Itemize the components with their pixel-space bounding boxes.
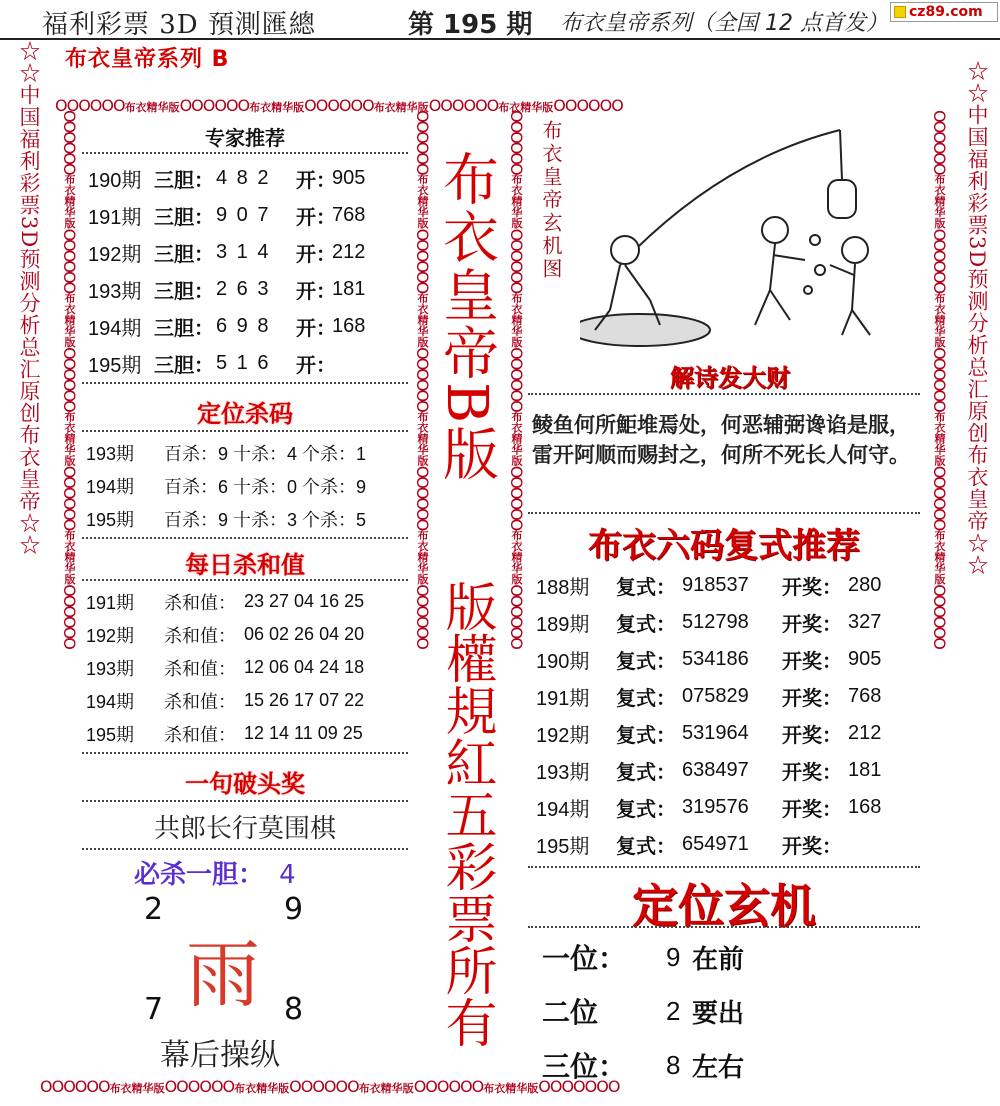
center-title-bottom: 版權規紅五彩票所有	[436, 580, 496, 1048]
position-row: 三位： 8 左右	[542, 1049, 745, 1082]
kill-title: 定位杀码	[197, 400, 293, 428]
expert-row: 195期 三胆： 5 1 6 开：	[88, 352, 336, 377]
mystery-picture-label: 布衣皇帝玄机图	[539, 120, 563, 281]
six-code-row: 194期 复式： 319576 开奖： 168	[536, 796, 882, 821]
sum-title: 每日杀和值	[185, 551, 305, 579]
six-code-row: 195期 复式： 654971 开奖：	[536, 833, 842, 858]
series-title: 布衣皇帝系列 B	[65, 47, 230, 72]
expert-row: 190期 三胆： 4 8 2 开： 905	[88, 167, 366, 192]
six-code-row: 191期 复式： 075829 开奖： 768	[536, 685, 882, 710]
header-series-note: 布衣皇帝系列（全国 12 点首发）	[560, 11, 888, 36]
right-side-banner: ☆☆中国福利彩票3D预测分析总汇原创布衣皇帝☆☆	[965, 60, 989, 577]
kill-list	[82, 432, 408, 539]
kill-row: 193期 百杀：9 十杀：4 个杀：1	[86, 443, 367, 464]
six-code-row: 192期 复式： 531964 开奖： 212	[536, 722, 882, 747]
riddle-text: 共郎长行莫围棋	[153, 814, 336, 844]
cartoon-fishing-illustration	[580, 120, 915, 360]
expert-row: 191期 三胆： 9 0 7 开： 768	[88, 204, 366, 229]
sum-row: 191期 杀和值： 23 27 04 16 25	[86, 591, 365, 613]
must-kill-value: 4	[279, 860, 296, 890]
expert-row: 192期 三胆： 3 1 4 开： 212	[88, 241, 366, 266]
sum-row: 195期 杀和值： 12 14 11 09 25	[86, 723, 363, 745]
riddle-body	[82, 802, 408, 850]
money-bag	[828, 180, 856, 218]
left-panel	[82, 118, 408, 1076]
person-middle-body	[755, 244, 805, 325]
expert-row: 193期 三胆： 2 6 3 开： 181	[88, 278, 366, 303]
fishing-rod	[620, 130, 840, 265]
header-issue: 第 195 期	[408, 10, 533, 40]
left-side-banner: ☆☆中国福利彩票3D预测分析总汇原创布衣皇帝☆☆	[17, 40, 41, 557]
puzzle-box	[82, 850, 408, 1075]
person-middle-head	[762, 217, 788, 243]
puzzle-caption: 幕后操纵	[160, 1038, 280, 1073]
puzzle-top-right: 9	[284, 892, 304, 927]
six-code-list	[536, 567, 920, 863]
person-right-body	[830, 264, 870, 335]
puzzle-bottom-right: 8	[284, 992, 304, 1027]
divider	[528, 926, 920, 928]
bottom-chain-border: ОООООО布衣精华版ОООООО布衣精华版ОООООО布衣精华版ОООООО布衣精华版ООООООО	[40, 1078, 620, 1096]
mid-right-chain-border: ОООООО布衣精华版ОООООО布衣精华版ОООООО布衣精华版ОООООО布衣精华版ОООООО	[507, 110, 526, 648]
coin-pile	[580, 314, 710, 346]
expert-section-header	[82, 118, 408, 154]
must-kill-label: 必杀一胆：	[134, 860, 265, 890]
expert-title: 专家推荐	[205, 126, 285, 150]
puzzle-char: 雨	[186, 932, 260, 1018]
sum-row: 193期 杀和值： 12 06 04 24 18	[86, 657, 365, 679]
person-left-head	[611, 236, 639, 264]
expert-row: 194期 三胆： 6 9 8 开： 168	[88, 315, 366, 340]
mid-left-chain-border: ОООООО布衣精华版ОООООО布衣精华版ОООООО布衣精华版ОООООО布衣精华版ОООООО	[413, 110, 432, 648]
person-right-head	[842, 237, 868, 263]
riddle-section-header	[82, 754, 408, 802]
six-code-row: 193期 复式： 638497 开奖： 181	[536, 759, 882, 784]
six-code-row: 188期 复式： 918537 开奖： 280	[536, 574, 882, 599]
header-title: 福利彩票 3D 預測匯總	[42, 10, 316, 40]
puzzle-bottom-left: 7	[144, 992, 164, 1027]
sum-section-header	[82, 539, 408, 581]
divider	[528, 866, 920, 868]
must-kill-line	[134, 854, 296, 891]
kill-row: 195期 百杀：9 十杀：3 个杀：5	[86, 509, 367, 530]
divider	[528, 393, 920, 395]
brand-logo-icon	[894, 6, 906, 18]
six-code-row: 189期 复式： 512798 开奖： 327	[536, 611, 882, 636]
sum-row: 194期 杀和值： 15 26 17 07 22	[86, 690, 365, 712]
fishing-line	[840, 130, 842, 180]
kill-section-header	[82, 384, 408, 432]
header-bar	[0, 0, 1000, 40]
position-list	[542, 930, 912, 1092]
expert-list	[82, 154, 408, 384]
top-chain-border: ОООООО布衣精华版ОООООО布衣精华版ОООООО布衣精华版ОООООО布衣精华版ОООООО	[55, 97, 623, 115]
picture-caption: 解诗发大财	[645, 358, 815, 393]
riddle-title: 一句破头奖	[185, 770, 305, 798]
center-title-top: 布衣皇帝B版	[434, 150, 499, 484]
position-title: 定位玄机	[632, 879, 816, 933]
brand-label: cz89.com	[909, 4, 983, 20]
six-code-row: 190期 复式： 534186 开奖： 905	[536, 648, 882, 673]
right-chain-border: ОООООО布衣精华版ОООООО布衣精华版ОООООО布衣精华版ОООООО布衣精华版ОООООО	[930, 110, 949, 648]
divider	[528, 512, 920, 514]
poem-text: 鲮鱼何所鮔堆焉处，何恶辅弼谗谄是服，雷开阿顺而赐封之，何所不死长人何守。	[532, 413, 910, 467]
position-row: 二位 2 要出	[542, 995, 745, 1028]
puzzle-top-left: 2	[144, 892, 164, 927]
sum-list	[82, 581, 408, 754]
left-chain-border: ОООООО布衣精华版ОООООО布衣精华版ОООООО布衣精华版ОООООО布衣精华版ОООООО	[60, 110, 79, 648]
six-code-title: 布衣六码复式推荐	[588, 526, 860, 566]
position-row: 一位： 9 在前	[542, 941, 745, 974]
sum-row: 192期 杀和值： 06 02 26 04 20	[86, 624, 365, 646]
kill-row: 194期 百杀：6 十杀：0 个杀：9	[86, 476, 367, 497]
site-brand-badge[interactable]	[890, 2, 998, 22]
